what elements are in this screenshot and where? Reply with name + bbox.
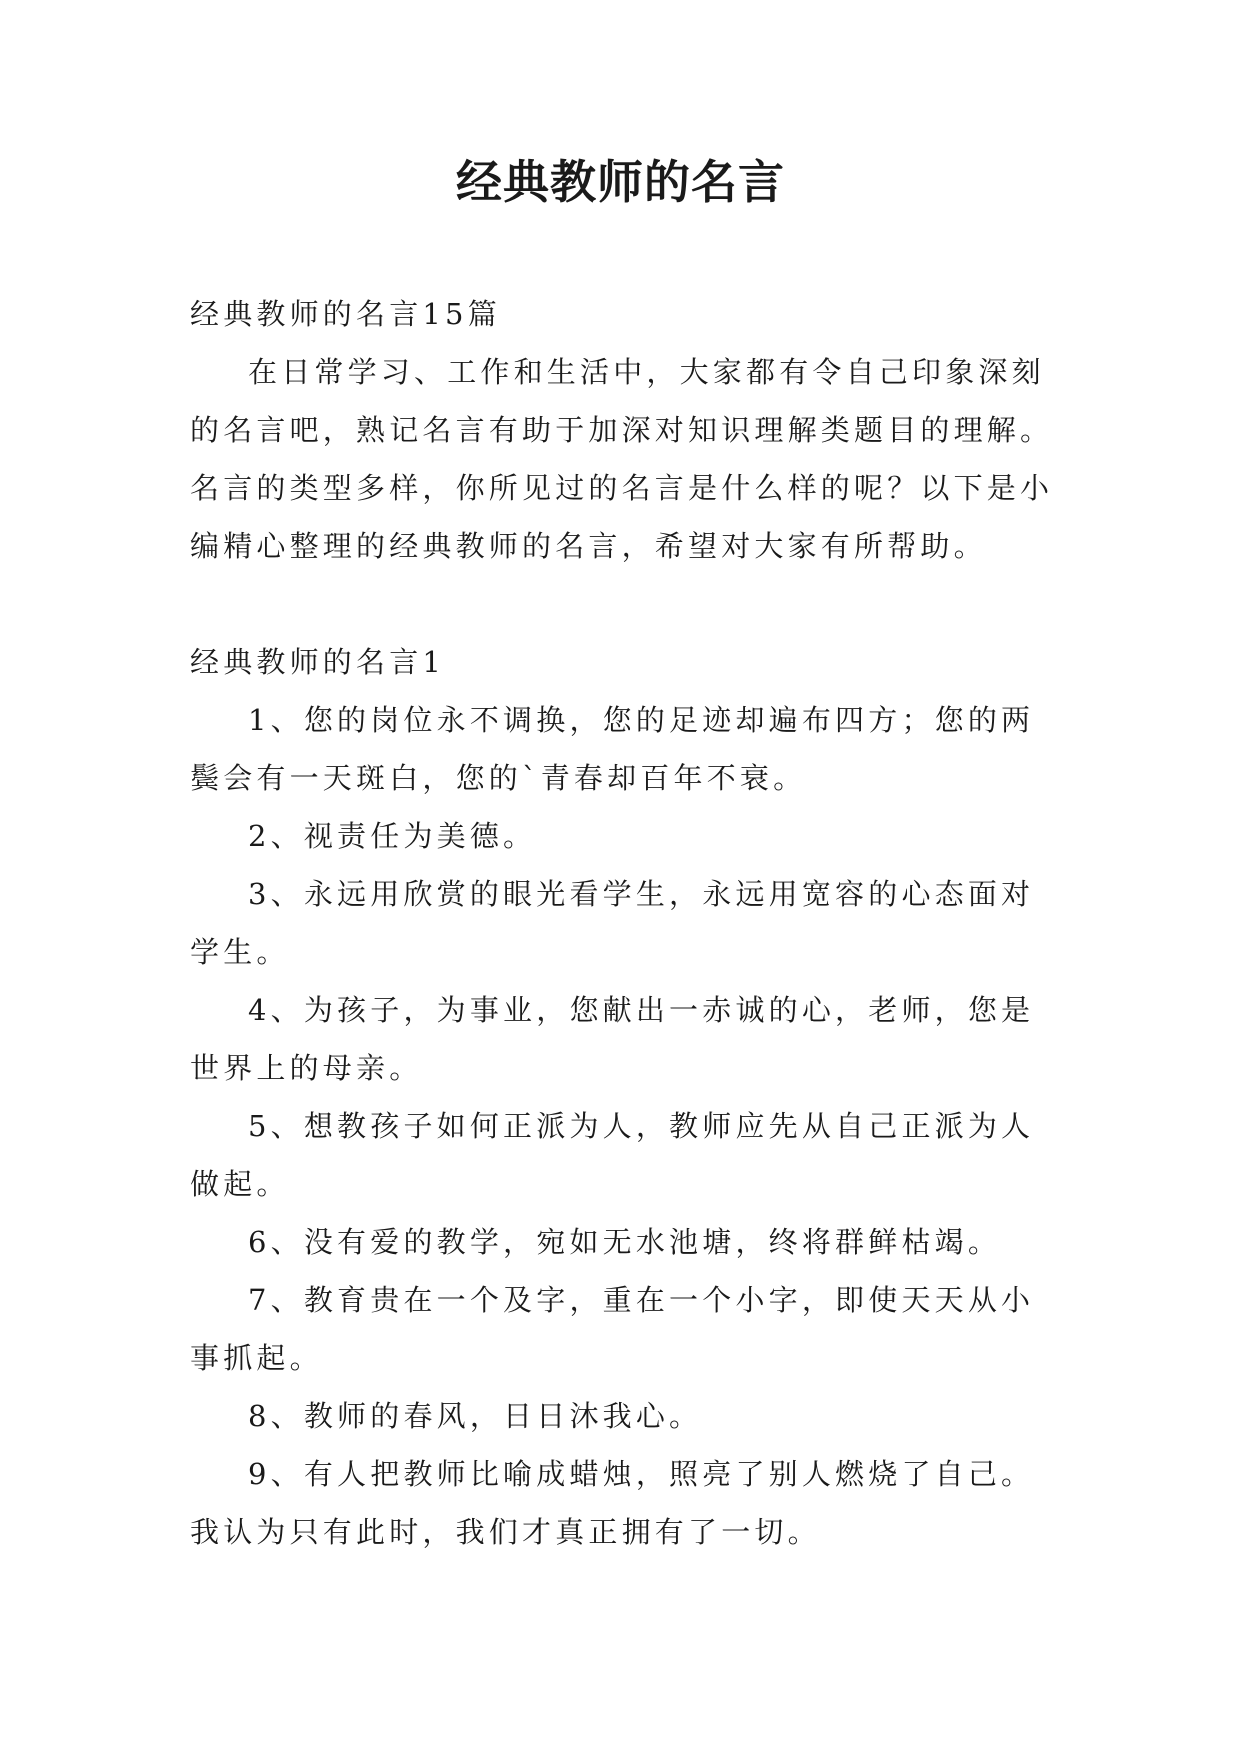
quote-item: 6、没有爱的教学，宛如无水池塘，终将群鲜枯竭。 bbox=[248, 1225, 1002, 1259]
document-body bbox=[190, 285, 1055, 1561]
quote-item: 7、教育贵在一个及字，重在一个小字，即使天天从小事抓起。 bbox=[190, 1283, 1035, 1375]
quote-item: 5、想教孩子如何正派为人，教师应先从自己正派为人做起。 bbox=[190, 1109, 1035, 1201]
quote-item: 9、有人把教师比喻成蜡烛，照亮了别人燃烧了自己。我认为只有此时，我们才真正拥有了一切。 bbox=[190, 1457, 1035, 1549]
quote-item: 8、教师的春风，日日沐我心。 bbox=[248, 1399, 703, 1433]
quote-item: 3、永远用欣赏的眼光看学生，永远用宽容的心态面对学生。 bbox=[190, 877, 1035, 969]
quote-item: 1、您的岗位永不调换，您的足迹却遍布四方；您的两鬓会有一天斑白，您的`青春却百年不衰。 bbox=[190, 703, 1035, 795]
quote-item: 2、视责任为美德。 bbox=[248, 819, 537, 853]
quote-item: 4、为孩子，为事业，您献出一赤诚的心，老师，您是世界上的母亲。 bbox=[190, 993, 1035, 1085]
section-spacer bbox=[190, 575, 1055, 633]
document-subtitle: 经典教师的名言15篇 bbox=[190, 297, 501, 331]
section-heading: 经典教师的名言1 bbox=[190, 645, 446, 679]
intro-paragraph: 在日常学习、工作和生活中，大家都有令自己印象深刻的名言吧，熟记名言有助于加深对知识理解类题目的理解。名言的类型多样，你所见过的名言是什么样的呢？以下是小编精心整理的经典教师的名言，希望对大家有所帮助。 bbox=[190, 355, 1054, 563]
document-title: 经典教师的名言 bbox=[456, 155, 785, 209]
